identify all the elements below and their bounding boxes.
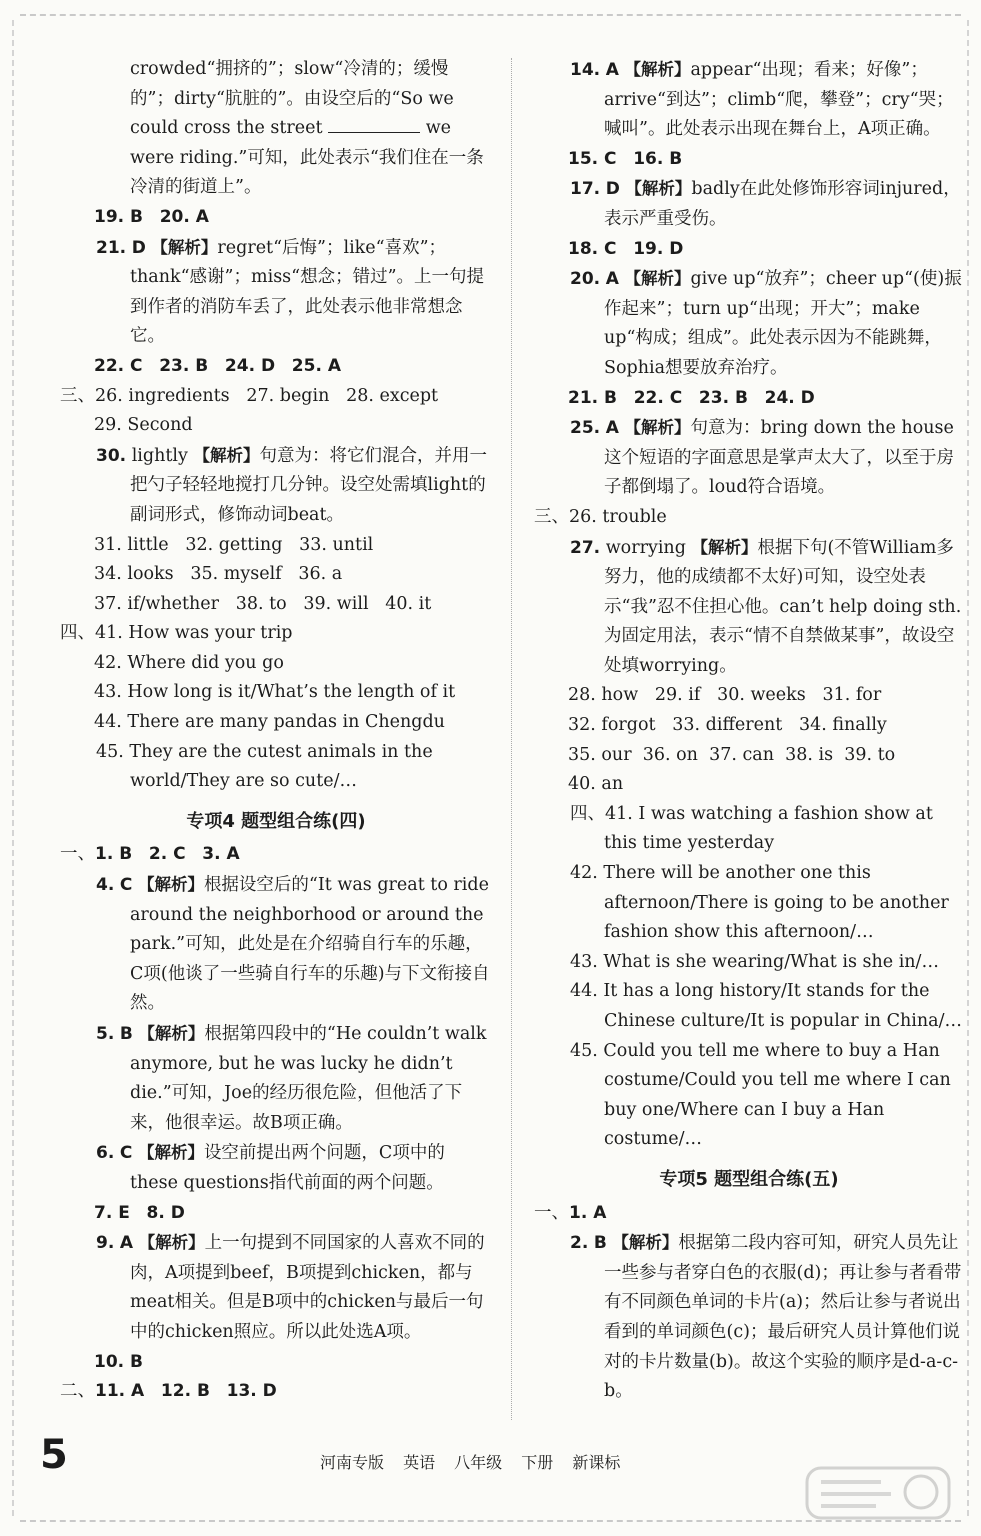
answer-20: 20. A 【解析】give up“放弃”；cheer up“(使)振作起来”；turn up“出现；开大”；make up“构成；组成”。此处表示因为不能跳舞，Sophia想要放弃治疗。 [570, 269, 962, 378]
answer-41: 四、41. I was watching a fashion show at this time yesterday [570, 803, 933, 854]
answers-21-24: 21. B 22. C 23. B 24. D [568, 387, 815, 408]
answer-4: 4. C 【解析】根据设空后的“It was great to ride around the neighborhood or around the park.”可知，此处是在介绍骑自行车的乐趣，C项(他谈了一些骑自行车的乐趣)与下文衔接自然。 [96, 875, 490, 1014]
section-heading-5: 专项5 题型组合练(五) [659, 1168, 839, 1190]
answer-45: 45. Could you tell me where to buy a Han costume/Could you tell me where I can buy one/Where can I buy a Han costume/… [570, 1040, 951, 1150]
answer-25: 25. A 【解析】句意为：bring down the house这个短语的字面意思是掌声太大了，以至于房子都倒塌了。loud符合语境。 [570, 418, 954, 498]
answer-43: 43. What is she wearing/What is she in/… [570, 951, 939, 972]
answer-43: 43. How long is it/What’s the length of it [94, 682, 456, 703]
right-column [534, 55, 964, 1407]
answer-17: 17. D 【解析】badly在此处修饰形容词injured，表示严重受伤。 [570, 179, 961, 229]
answers-28-31: 28. how 29. if 30. weeks 31. for [568, 685, 882, 706]
left-column [60, 55, 492, 1407]
answer-6: 6. C 【解析】设空前提出两个问题，C项中的these questions指代前面的两个问题。 [96, 1143, 445, 1193]
answer-9: 9. A 【解析】上一句提到不同国家的人喜欢不同的肉，A项提到beef，B项提到chicken，都与meat相关。但是B项中的chicken与最后一句中的chicken照应。所以此处选A项。 [96, 1233, 485, 1342]
answers-18-19: 18. C 19. D [568, 238, 684, 259]
answer-29: 29. Second [94, 415, 193, 436]
answer-26: 三、26. trouble [534, 506, 667, 527]
answers-22-25: 22. C 23. B 24. D 25. A [94, 355, 341, 376]
answer-40: 40. an [568, 774, 624, 795]
answers-26-28: 三、26. ingredients 27. begin 28. except [60, 385, 439, 406]
answer-42: 42. Where did you go [94, 652, 284, 673]
answer-21: 21. D 【解析】regret“后悔”；like“喜欢”；thank“感谢”；miss“想念；错过”。上一句提到作者的消防车丢了，此处表示他非常想念它。 [96, 237, 485, 347]
answer-27: 27. worrying 【解析】根据下句(不管William多努力，他的成绩都不太好)可知，设空处表示“我”忍不住担心他。can’t help doing sth.为固定用法，表示“情不自禁做某事”，故设空处填worrying。 [570, 537, 962, 676]
watermark-logo-icon [803, 1462, 953, 1524]
answer-5: 5. B 【解析】根据第四段中的“He couldn’t walk anymore, but he was lucky he didn’t die.”可知，Joe的经历很危险，但他活了下来，他很幸运。故B项正确。 [96, 1024, 487, 1133]
answer-44: 44. It has a long history/It stands for the Chinese culture/It is popular in China/… [570, 981, 962, 1031]
answer-30: 30. lightly 【解析】句意为：将它们混合，并用一把勺子轻轻地搅打几分钟。设空处需填light的副词形式，修饰动词beat。 [96, 445, 487, 525]
answers-34-36: 34. looks 35. myself 36. a [94, 564, 343, 585]
column-divider [511, 58, 512, 1420]
answers-19-20: 19. B 20. A [94, 206, 209, 227]
section-heading-4: 专项4 题型组合练(四) [186, 810, 366, 832]
answers-32-34: 32. forgot 33. different 34. finally [568, 715, 887, 736]
answers-11-13: 二、11. A 12. B 13. D [60, 1381, 277, 1402]
answer-42: 42. There will be another one this afternoon/There is going to be another fashion show this afternoon/… [570, 863, 949, 943]
blank-line [328, 116, 420, 133]
answer-18-explanation: crowded“拥挤的”；slow“冷清的；缓慢的”；dirty“肮脏的”。由设空后的“So we could cross the street we were riding.”可知，此处表示“我们住在一条冷清的街道上”。 [130, 59, 484, 198]
page-edge-top [20, 14, 961, 24]
answers-35-39: 35. our 36. on 37. can 38. is 39. to [568, 744, 896, 765]
answer-14: 14. A 【解析】appear“出现；看来；好像”；arrive“到达”；climb“爬，攀登”；cry“哭；喊叫”。此处表示出现在舞台上，A项正确。 [570, 60, 954, 140]
answer-2: 2. B 【解析】根据第二段内容可知，研究人员先让一些参与者穿白色的衣服(d)；再让参与者看带有不同颜色单词的卡片(a)；然后让参与者说出看到的单词颜色(c)；最后研究人员计算他们说对的卡片数量(b)。故这个实验的顺序是d-a-c-b。 [570, 1233, 962, 1402]
answers-37-40: 37. if/whether 38. to 39. will 40. it [94, 593, 432, 614]
answer-10: 10. B [94, 1351, 143, 1372]
answers-7-8: 7. E 8. D [94, 1202, 185, 1223]
answer-41: 四、41. How was your trip [60, 623, 293, 644]
answer-45: 45. They are the cutest animals in the world/They are so cute/… [96, 741, 433, 792]
page-footer: 河南专版 英语 八年级 下册 新课标 [320, 1453, 621, 1472]
answers-15-16: 15. C 16. B [568, 148, 683, 169]
answers-31-33: 31. little 32. getting 33. until [94, 534, 374, 555]
answer-1: 一、1. A [534, 1202, 607, 1223]
answers-1-3: 一、1. B 2. C 3. A [60, 844, 240, 865]
page-edge-left [12, 20, 20, 1516]
page-number: 5 [40, 1432, 68, 1478]
answer-44: 44. There are many pandas in Chengdu [94, 712, 445, 733]
